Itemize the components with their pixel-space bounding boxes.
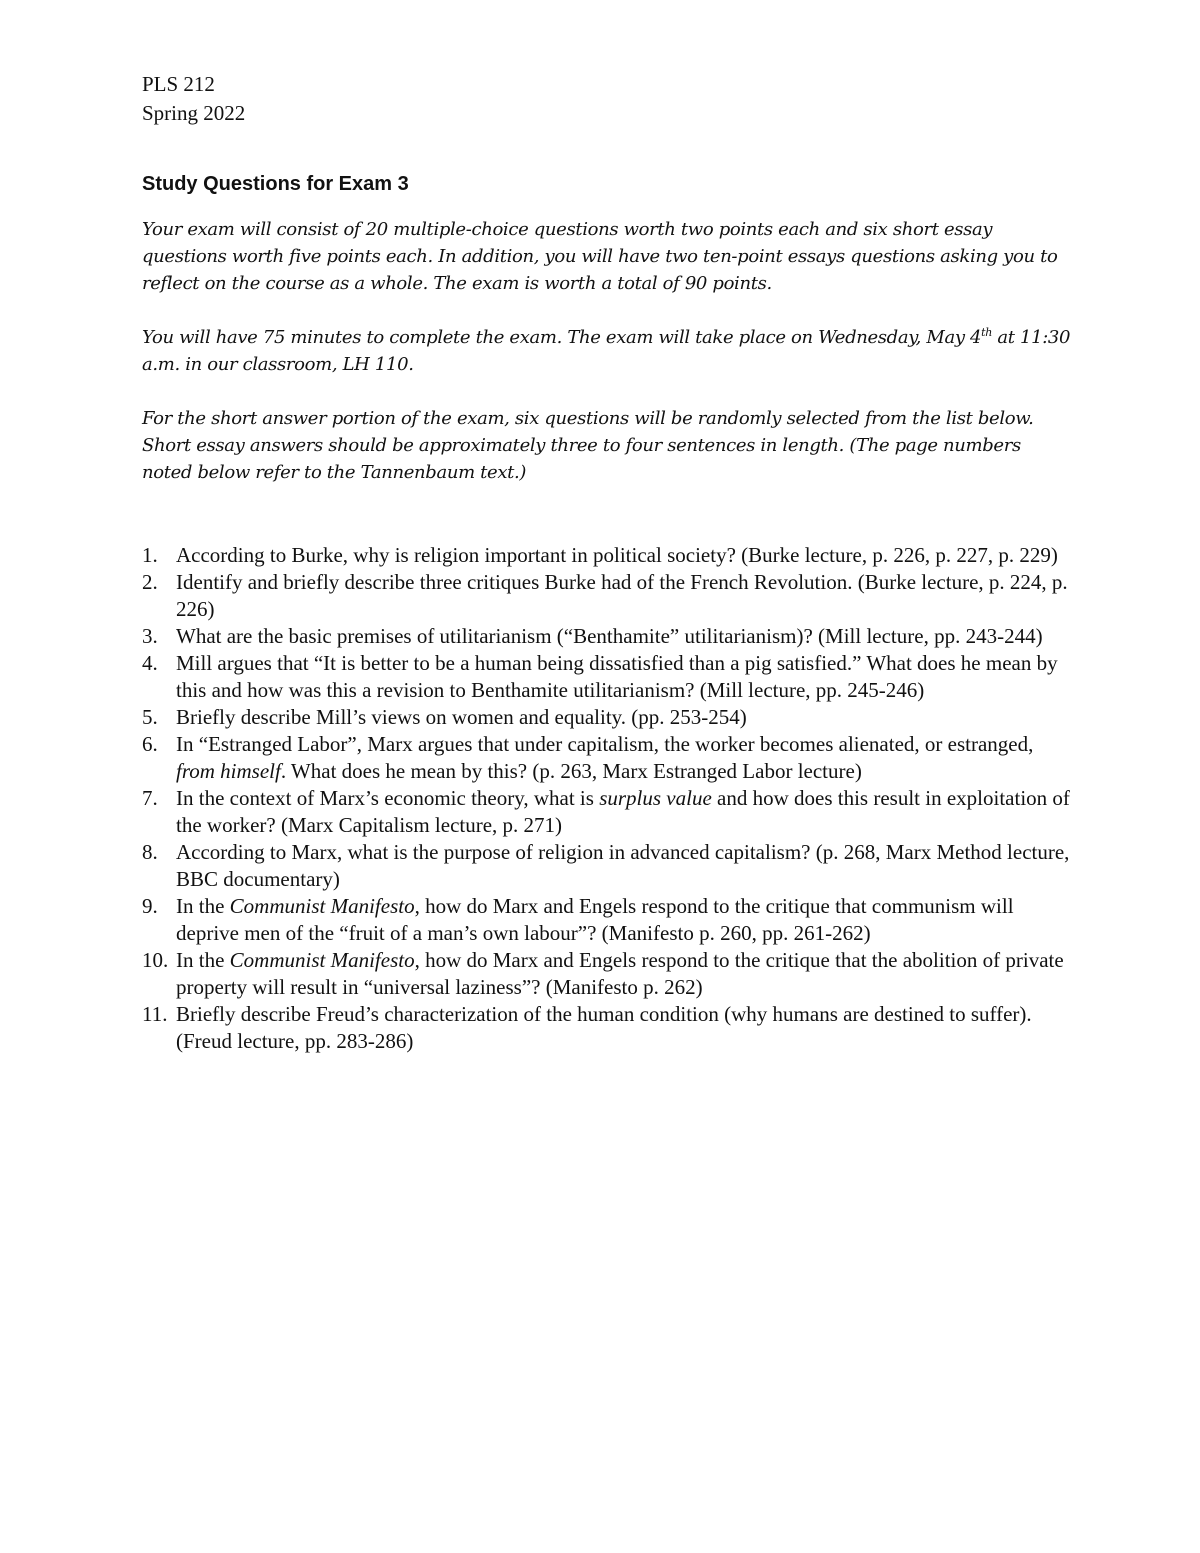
- question-text-segment: , how do Marx and Engels respond to the critique that communism will deprive men of the “fruit of a man’s own labour”? (Manifesto p. 260, pp. 261-262): [176, 894, 1014, 945]
- intro-short-answer-info: For the short answer portion of the exam, six questions will be randomly selected from the list below. Short essay answers should be approximately three to four sentences in length. (The page numbers noted below refer to the Tannenbaum text.): [142, 408, 1034, 483]
- question-item: [142, 1001, 1072, 1055]
- question-item: [142, 542, 1072, 569]
- question-number: 2.: [142, 570, 158, 594]
- question-text: [176, 732, 1033, 783]
- question-text: [176, 840, 1069, 891]
- question-number: 6.: [142, 732, 158, 756]
- question-item: [142, 839, 1072, 893]
- question-text-segment: According to Marx, what is the purpose of religion in advanced capitalism? (p. 268, Marx Method lecture, BBC documentary): [176, 840, 1070, 891]
- intro-exam-format: Your exam will consist of 20 multiple-choice questions worth two points each and six short essay questions worth five points each. In addition, you will have two ten-point essays questions asking you to reflect on the course as a whole. The exam is worth a total of 90 points.: [142, 219, 1058, 294]
- question-text-segment: Briefly describe Freud’s characterization of the human condition (why humans are destined to suffer). (Freud lecture, pp. 283-286): [176, 1002, 1032, 1053]
- question-item: [142, 947, 1072, 1001]
- page-title: Study Questions for Exam 3: [142, 173, 409, 195]
- question-text-segment: and how does this result in exploitation of the worker? (Marx Capitalism lecture, p. 271): [176, 786, 1070, 837]
- document-page: [142, 70, 1072, 1055]
- question-text: [176, 786, 1070, 837]
- schedule-text-start: You will have 75 minutes to complete the exam. The exam will take place on Wednesday, May 4: [142, 327, 982, 348]
- question-text-italic: from himself: [176, 759, 281, 783]
- question-text-italic: surplus value: [599, 786, 712, 810]
- question-text-segment: In the context of Marx’s economic theory, what is: [176, 786, 600, 810]
- question-number: 7.: [142, 786, 158, 810]
- question-number: 9.: [142, 894, 158, 918]
- question-number: 3.: [142, 624, 158, 648]
- question-text-segment: Mill argues that “It is better to be a human being dissatisfied than a pig satisfied.” What does he mean by this and how was this a revision to Benthamite utilitarianism? (Mill lecture, pp. 245-246): [176, 651, 1058, 702]
- question-item: [142, 623, 1072, 650]
- question-text-segment: According to Burke, why is religion important in political society? (Burke lecture, p. 226, p. 227, p. 229): [176, 543, 1058, 567]
- question-text-segment: . What does he mean by this? (p. 263, Marx Estranged Labor lecture): [280, 759, 862, 783]
- question-text-segment: In “Estranged Labor”, Marx argues that under capitalism, the worker becomes alienated, or estranged,: [176, 732, 1034, 756]
- course-term: Spring 2022: [142, 101, 246, 125]
- question-number: 11.: [142, 1002, 168, 1026]
- question-text-italic: Communist Manifesto: [229, 948, 415, 972]
- question-number: 5.: [142, 705, 158, 729]
- question-item: [142, 569, 1072, 623]
- date-ordinal-suffix: th: [981, 326, 992, 339]
- question-text-segment: In the: [176, 894, 230, 918]
- question-item: [142, 785, 1072, 839]
- question-text-segment: In the: [176, 948, 230, 972]
- question-item: [142, 650, 1072, 704]
- question-text: [176, 1002, 1032, 1053]
- question-text: [176, 543, 1058, 567]
- question-text: [176, 651, 1058, 702]
- course-code: PLS 212: [142, 72, 215, 96]
- question-text: [176, 624, 1043, 648]
- question-text-segment: Briefly describe Mill’s views on women and equality. (pp. 253-254): [176, 705, 747, 729]
- intro-exam-schedule: [142, 324, 1072, 378]
- question-text-italic: Communist Manifesto: [229, 894, 415, 918]
- question-item: [142, 731, 1072, 785]
- question-list: [142, 542, 1072, 1055]
- question-number: 10.: [142, 948, 169, 972]
- question-number: 4.: [142, 651, 158, 675]
- question-text-segment: , how do Marx and Engels respond to the critique that the abolition of private property will result in “universal laziness”? (Manifesto p. 262): [176, 948, 1064, 999]
- question-text: [176, 570, 1068, 621]
- question-number: 8.: [142, 840, 158, 864]
- schedule-text-end: at 11:30 a.m. in our classroom, LH 110.: [142, 327, 1071, 375]
- question-item: [142, 704, 1072, 731]
- question-text: [176, 705, 747, 729]
- question-text: [176, 894, 1014, 945]
- question-text-segment: What are the basic premises of utilitarianism (“Benthamite” utilitarianism)? (Mill lecture, pp. 243-244): [176, 624, 1043, 648]
- question-number: 1.: [142, 543, 158, 567]
- question-text: [176, 948, 1064, 999]
- question-text-segment: Identify and briefly describe three critiques Burke had of the French Revolution. (Burke lecture, p. 224, p. 226): [176, 570, 1068, 621]
- question-item: [142, 893, 1072, 947]
